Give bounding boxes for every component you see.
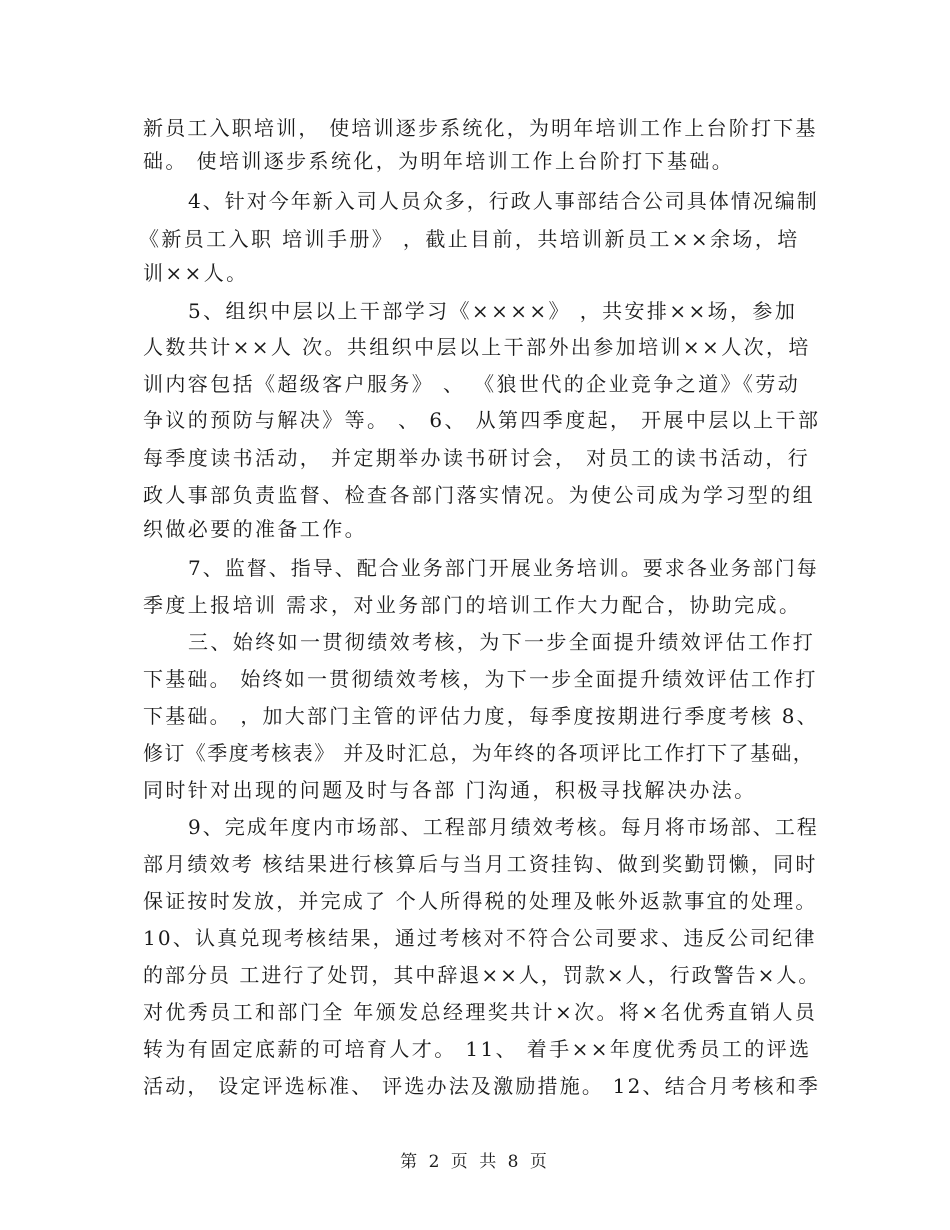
text-line: 5、组织中层以上干部学习《××××》 ，共安排××场，参加 [188, 299, 798, 323]
text-line: 7、监督、指导、配合业务部门开展业务培训。要求各业务部门每 [188, 556, 819, 580]
text-line: 训内容包括《超级客户服务》 、 《狼世代的企业竞争之道》《劳动 [143, 372, 801, 396]
text-line: 织做必要的准备工作。 [143, 517, 367, 541]
text-line: 新员工入职培训， 使培训逐步系统化，为明年培训工作上台阶打下基 [143, 116, 818, 140]
text-line: 的部分员 工进行了处罚，其中辞退××人，罚款×人，行政警告×人。 [143, 963, 821, 987]
text-line: 对优秀员工和部门全 年颁发总经理奖共计×次。将×名优秀直销人员 [143, 1000, 818, 1024]
text-line: 9、完成年度内市场部、工程部月绩效考核。每月将市场部、工程 [188, 815, 819, 839]
text-line: 活动， 设定评选标准、 评选办法及激励措施。 12、结合月考核和季 [143, 1074, 821, 1098]
text-line: 每季度读书活动， 并定期举办读书研讨会， 对员工的读书活动，行 [143, 446, 811, 470]
text-line: 下基础。 始终如一贯彻绩效考核，为下一步全面提升绩效评估工作打 [143, 667, 818, 691]
text-line: 础。 使培训逐步系统化，为明年培训工作上台阶打下基础。 [143, 149, 735, 173]
text-line: 三、始终如一贯彻绩效考核，为下一步全面提升绩效评估工作打 [188, 630, 816, 654]
text-line: 4、针对今年新入司人员众多，行政人事部结合公司具体情况编制 [188, 189, 819, 213]
text-line: 修订《季度考核表》 并及时汇总，为年终的各项评比工作打下了基础， [143, 741, 815, 765]
text-line: 人数共计××人 次。共组织中层以上干部外出参加培训××人次，培 [143, 335, 811, 359]
text-line: 季度上报培训 需求，对业务部门的培训工作大力配合，协助完成。 [143, 593, 802, 617]
text-line: 争议的预防与解决》等。 、 6、 从第四季度起， 开展中层以上干部 [143, 408, 821, 432]
text-line: 10、认真兑现考核结果，通过考核对不符合公司要求、违反公司纪律 [143, 926, 817, 950]
text-line: 同时针对出现的问题及时与各部 门沟通，积极寻找解决办法。 [143, 778, 757, 802]
text-line: 部月绩效考 核结果进行核算后与当月工资挂钩、做到奖勤罚懒，同时 [143, 852, 818, 876]
text-line: 《新员工入职 培训手册》 ，截止目前，共培训新员工××余场，培 [139, 227, 800, 251]
text-line: 训××人。 [143, 261, 249, 285]
text-line: 保证按时发放，并完成了 个人所得税的处理及帐外返款事宜的处理。 [143, 889, 818, 913]
text-line: 政人事部负责监督、检查各部门落实情况。为使公司成为学习型的组 [143, 483, 815, 507]
text-line: 转为有固定底薪的可培育人才。 11、 着手××年度优秀员工的评选 [143, 1037, 812, 1061]
text-line: 下基础。 ，加大部门主管的评估力度，每季度按期进行季度考核 8、 [143, 704, 819, 728]
page-number-footer: 第 2 页 共 8 页 [400, 1152, 550, 1172]
